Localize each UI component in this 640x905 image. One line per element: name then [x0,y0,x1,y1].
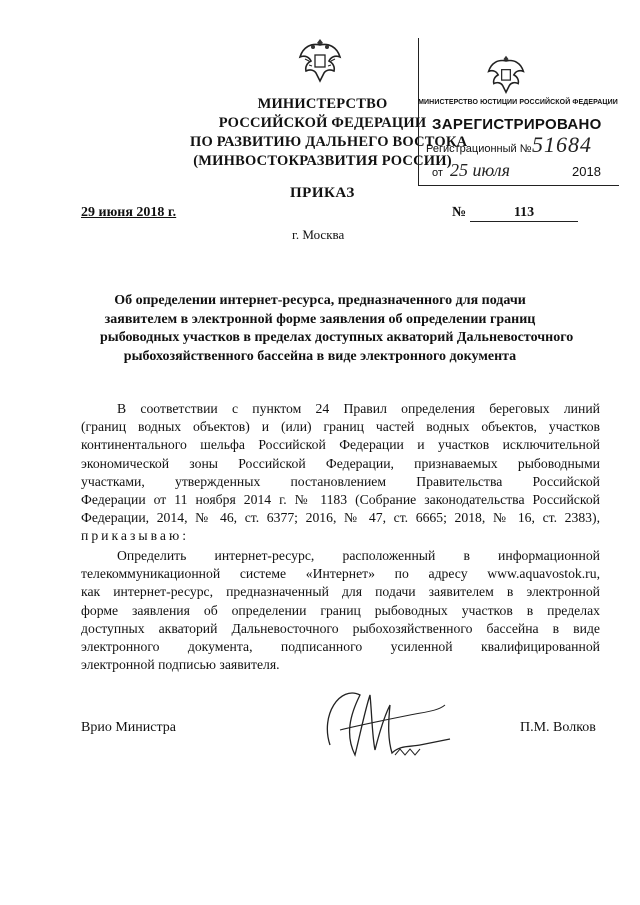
paragraph-line: электронного документа, подписанного усиленной квалифицированной [81,639,600,655]
order-number-label: № [452,205,467,220]
paragraph-line: экономической зоны Российской Федерации, признаваемых рыбоводными [81,455,600,471]
ministry-line: ПО РАЗВИТИЮ ДАЛЬНЕГО ВОСТОКА [190,134,468,150]
title-line: рыбоводных участков в пределах доступных акваторий Дальневосточного [100,330,574,345]
title-line: Об определении интернет-ресурса, предназначенного для подачи [114,293,526,308]
order-title [100,292,574,366]
paragraph-line: В соответствии с пунктом 24 Правил определения береговых линий [117,401,600,416]
paragraph-line: континентального шельфа Российской Федерации и участков исключительной [81,437,600,453]
order-word: приказываю: [81,528,190,544]
paragraph-line: доступных акваторий Дальневосточного рыбохозяйственного бассейна в виде [81,620,600,636]
stamp-reg-label: Регистрационный № [426,143,532,155]
stamp-emblem-icon [486,52,526,96]
paragraph-line: (границ водных объектов) и (или) границ частей водных объектов, участков [81,419,600,435]
paragraph-line: форме заявления об определении границ рыбоводных участков в пределах [81,602,600,618]
stamp-ministry: МИНИСТЕРСТВО ЮСТИЦИИ РОССИЙСКОЙ ФЕДЕРАЦИИ [418,99,618,106]
order-number: 113 [470,205,578,222]
order-city: г. Москва [292,227,345,242]
stamp-date-label: от [432,167,443,179]
ministry-name [190,95,468,171]
order-date: 29 июня 2018 г. [81,205,177,220]
stamp-year: 2018 [572,164,601,179]
ministry-line: (МИНВОСТОКРАЗВИТИЯ РОССИИ) [193,153,452,169]
signatory-name: П.М. Волков [520,720,596,735]
stamp-date-value: 25 июля [450,160,510,180]
ministry-line: МИНИСТЕРСТВО [257,96,388,112]
paragraph-line: участками, утвержденных постановлением Правительства Российской [81,473,600,489]
document-type: ПРИКАЗ [290,185,355,201]
stamp-registered: ЗАРЕГИСТРИРОВАНО [432,116,602,133]
preamble-paragraph [81,400,600,546]
paragraph-line: Определить интернет-ресурс, расположенный в информационной [117,548,600,563]
signatory-position: Врио Министра [81,720,176,735]
paragraph-line: Федерации, 2014, № 46, ст. 6377; 2016, № 47, ст. 6665; 2018, № 16, ст. 2383), [81,510,600,526]
paragraph-line: телекоммуникационной системе «Интернет» по адресу www.aquavostok.ru, [81,566,600,582]
title-line: рыбохозяйственного бассейна в виде электронного документа [123,348,517,364]
title-line: заявителем в электронной форме заявления об определении границ [104,311,536,327]
handwritten-signature [300,675,460,775]
paragraph-line: Федерации от 11 ноября 2014 г. № 1183 (Собрание законодательства Российской [81,492,600,508]
stamp-reg-number: 51684 [532,132,592,157]
paragraph-line: как интернет-ресурс, предназначенный для подачи заявителем в электронной [81,584,600,600]
coat-of-arms-emblem [297,35,343,85]
paragraph-line: электронной подписью заявителя. [81,657,280,673]
ministry-line: РОССИЙСКОЙ ФЕДЕРАЦИИ [218,115,427,131]
order-paragraph [81,547,600,674]
